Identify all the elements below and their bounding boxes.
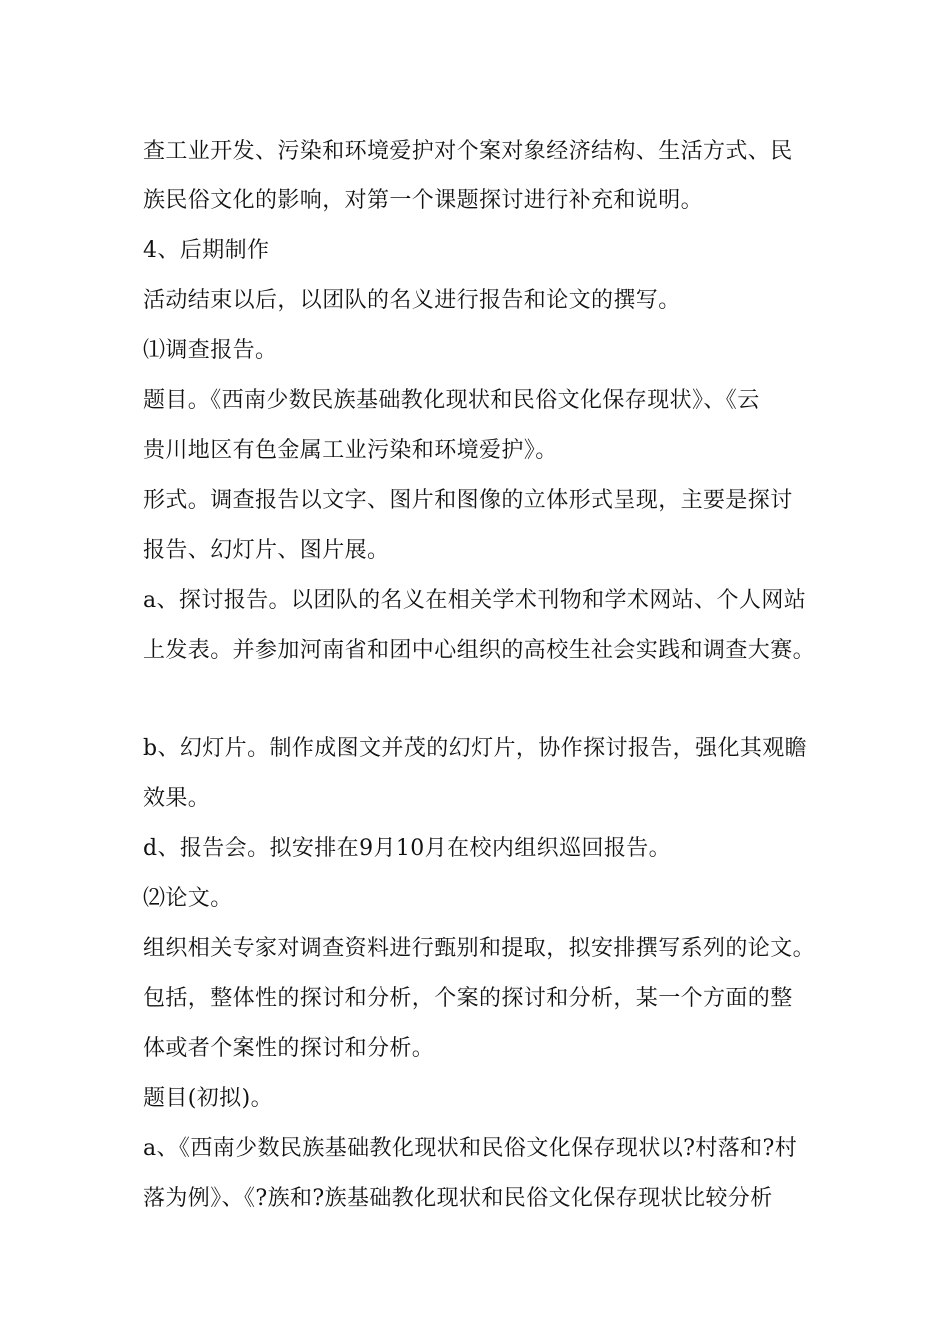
subheading-survey-report: ⑴调查报告。 bbox=[143, 338, 278, 363]
text-line-16: 组织相关专家对调查资料进行甄别和提取，拟安排撰写系列的论文。 bbox=[143, 936, 816, 961]
text-line-20: a、《西南少数民族基础教化现状和民俗文化保存现状以?村落和?村 bbox=[143, 1136, 798, 1161]
text-line-8: 形式。调查报告以文字、图片和图像的立体形式呈现，主要是探讨 bbox=[143, 488, 793, 513]
text-line-6: 题目。《西南少数民族基础教化现状和民俗文化保存现状》、《云 bbox=[143, 388, 760, 413]
text-line-1: 查工业开发、污染和环境爱护对个案对象经济结构、生活方式、民 bbox=[143, 139, 793, 164]
text-line-2: 族民俗文化的影响，对第一个课题探讨进行补充和说明。 bbox=[143, 188, 704, 213]
subheading-papers: ⑵论文。 bbox=[143, 886, 233, 911]
text-line-21: 落为例》、《?族和?族基础教化现状和民俗文化保存现状比较分析 bbox=[143, 1186, 773, 1211]
text-line-4: 活动结束以后，以团队的名义进行报告和论文的撰写。 bbox=[143, 288, 681, 313]
text-line-7: 贵川地区有色金属工业污染和环境爱护》。 bbox=[143, 438, 558, 463]
text-line-12: b、幻灯片。制作成图文并茂的幻灯片，协作探讨报告，强化其观瞻 bbox=[143, 736, 808, 761]
text-line-17: 包括，整体性的探讨和分析，个案的探讨和分析，某一个方面的整 bbox=[143, 986, 793, 1011]
text-line-11: 上发表。并参加河南省和团中心组织的高校生社会实践和调查大赛。 bbox=[143, 638, 816, 663]
text-line-13: 效果。 bbox=[143, 786, 211, 811]
text-line-18: 体或者个案性的探讨和分析。 bbox=[143, 1036, 435, 1061]
section-heading-post-production: 4、后期制作 bbox=[143, 238, 270, 263]
text-line-10: a、探讨报告。以团队的名义在相关学术刊物和学术网站、个人网站 bbox=[143, 588, 807, 613]
text-line-9: 报告、幻灯片、图片展。 bbox=[143, 538, 390, 563]
text-line-19: 题目(初拟)。 bbox=[143, 1086, 273, 1111]
text-line-14: d、报告会。拟安排在9月10月在校内组织巡回报告。 bbox=[143, 836, 672, 861]
